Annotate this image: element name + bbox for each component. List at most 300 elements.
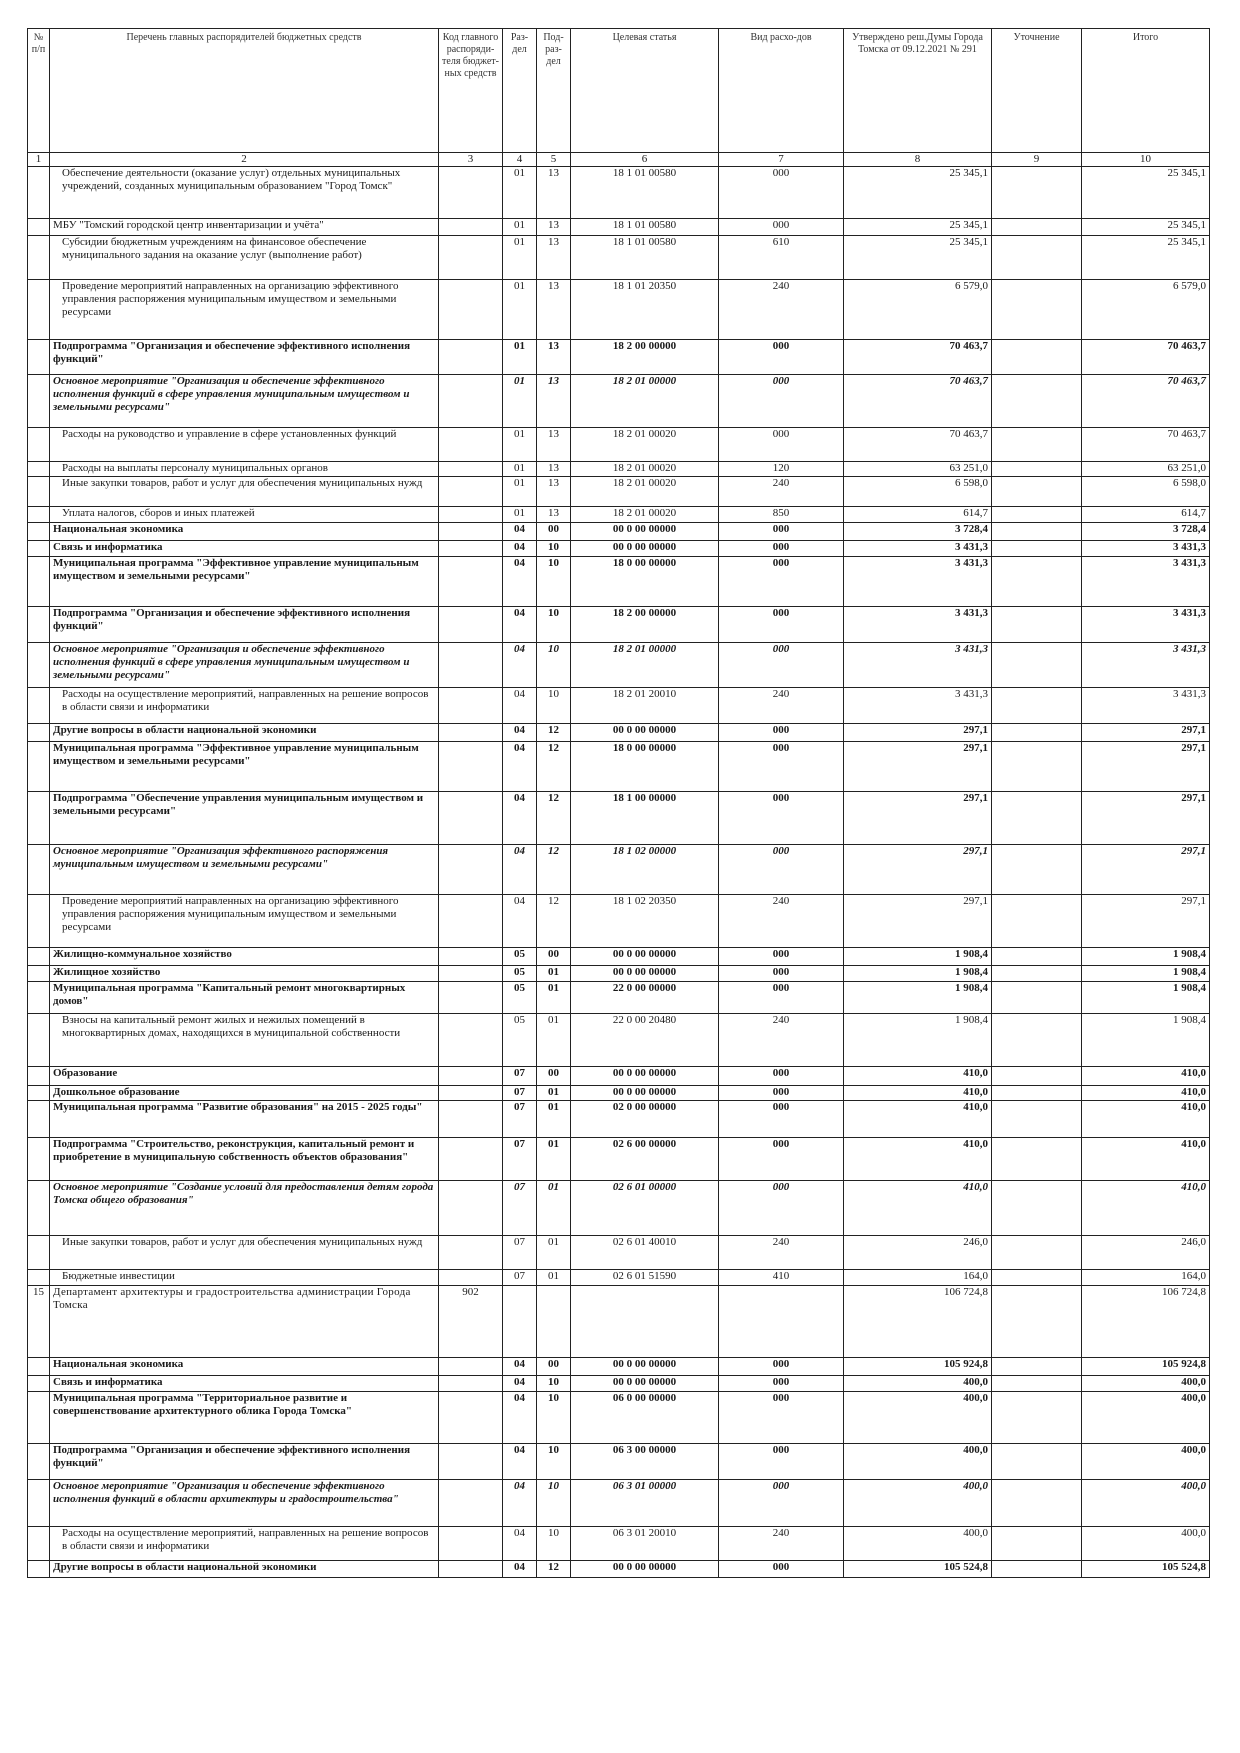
row-subsection: 01 xyxy=(537,1181,571,1236)
row-change xyxy=(992,895,1082,948)
row-total: 400,0 xyxy=(1082,1444,1210,1480)
row-change xyxy=(992,982,1082,1014)
row-number xyxy=(28,1236,50,1270)
row-expense-type: 000 xyxy=(719,1138,844,1181)
row-approved: 400,0 xyxy=(844,1480,992,1527)
row-expense-type: 000 xyxy=(719,643,844,688)
table-row xyxy=(28,1067,1210,1086)
row-approved: 410,0 xyxy=(844,1067,992,1086)
row-gr-code xyxy=(439,219,503,236)
row-section: 04 xyxy=(503,1392,537,1444)
row-expense-type: 610 xyxy=(719,236,844,280)
row-subsection: 12 xyxy=(537,1561,571,1578)
row-number xyxy=(28,1527,50,1561)
row-gr-code xyxy=(439,607,503,643)
row-gr-code xyxy=(439,895,503,948)
row-expense-type: 240 xyxy=(719,477,844,507)
row-gr-code xyxy=(439,1236,503,1270)
row-name: Иные закупки товаров, работ и услуг для обеспечения муниципальных нужд xyxy=(50,477,439,507)
row-gr-code xyxy=(439,1376,503,1392)
row-target-item: 02 6 01 51590 xyxy=(571,1270,719,1286)
row-gr-code xyxy=(439,1181,503,1236)
row-section: 04 xyxy=(503,1527,537,1561)
row-target-item: 02 6 01 00000 xyxy=(571,1181,719,1236)
row-number xyxy=(28,167,50,219)
row-total: 410,0 xyxy=(1082,1181,1210,1236)
row-number xyxy=(28,477,50,507)
column-numbers-row xyxy=(28,153,1210,167)
row-change xyxy=(992,428,1082,462)
row-change xyxy=(992,1236,1082,1270)
row-expense-type: 000 xyxy=(719,1480,844,1527)
row-subsection: 01 xyxy=(537,1101,571,1138)
row-number xyxy=(28,557,50,607)
row-number xyxy=(28,280,50,340)
row-target-item: 06 3 01 00000 xyxy=(571,1480,719,1527)
row-expense-type: 000 xyxy=(719,375,844,428)
col-header-vr: Вид расхо-дов xyxy=(719,29,844,153)
col-number: 5 xyxy=(537,153,571,167)
table-row xyxy=(28,280,1210,340)
row-number xyxy=(28,643,50,688)
row-gr-code xyxy=(439,541,503,557)
row-total: 297,1 xyxy=(1082,724,1210,742)
table-row xyxy=(28,557,1210,607)
row-gr-code xyxy=(439,688,503,724)
row-change xyxy=(992,1376,1082,1392)
row-total: 106 724,8 xyxy=(1082,1286,1210,1358)
row-total: 6 598,0 xyxy=(1082,477,1210,507)
row-gr-code xyxy=(439,1014,503,1067)
row-change xyxy=(992,280,1082,340)
row-subsection: 13 xyxy=(537,219,571,236)
row-section: 01 xyxy=(503,428,537,462)
row-gr-code xyxy=(439,167,503,219)
row-gr-code xyxy=(439,643,503,688)
row-expense-type: 000 xyxy=(719,607,844,643)
row-name: Проведение мероприятий направленных на организацию эффективного управления распоряжения муниципальным имуществом и земельными ресурсами xyxy=(50,280,439,340)
row-target-item: 00 0 00 00000 xyxy=(571,966,719,982)
row-target-item: 18 2 01 00020 xyxy=(571,507,719,523)
row-subsection: 13 xyxy=(537,375,571,428)
row-target-item: 06 3 00 00000 xyxy=(571,1444,719,1480)
row-section: 04 xyxy=(503,643,537,688)
row-approved: 106 724,8 xyxy=(844,1286,992,1358)
row-approved: 246,0 xyxy=(844,1236,992,1270)
row-subsection: 10 xyxy=(537,607,571,643)
row-number: 15 xyxy=(28,1286,50,1358)
row-change xyxy=(992,607,1082,643)
row-total: 297,1 xyxy=(1082,742,1210,792)
table-header-row xyxy=(28,29,1210,153)
row-expense-type: 240 xyxy=(719,1236,844,1270)
row-total: 105 924,8 xyxy=(1082,1358,1210,1376)
row-change xyxy=(992,845,1082,895)
row-expense-type: 120 xyxy=(719,462,844,477)
row-change xyxy=(992,557,1082,607)
col-header-total: Итого xyxy=(1082,29,1210,153)
row-expense-type: 000 xyxy=(719,167,844,219)
row-approved: 1 908,4 xyxy=(844,966,992,982)
row-total: 410,0 xyxy=(1082,1067,1210,1086)
row-approved: 3 431,3 xyxy=(844,643,992,688)
row-gr-code xyxy=(439,1138,503,1181)
row-number xyxy=(28,428,50,462)
table-row xyxy=(28,1444,1210,1480)
row-approved: 25 345,1 xyxy=(844,167,992,219)
row-change xyxy=(992,1392,1082,1444)
row-name: Подпрограмма "Строительство, реконструкция, капитальный ремонт и приобретение в муниципальную собственность объектов образования" xyxy=(50,1138,439,1181)
row-name: Образование xyxy=(50,1067,439,1086)
row-gr-code xyxy=(439,1086,503,1101)
table-row xyxy=(28,948,1210,966)
row-approved: 1 908,4 xyxy=(844,948,992,966)
row-section: 01 xyxy=(503,236,537,280)
row-expense-type: 000 xyxy=(719,966,844,982)
row-approved: 3 431,3 xyxy=(844,541,992,557)
row-subsection: 10 xyxy=(537,1480,571,1527)
row-approved: 297,1 xyxy=(844,845,992,895)
row-section: 01 xyxy=(503,219,537,236)
row-name: Основное мероприятие "Организация и обеспечение эффективного исполнения функций в сфере управления муниципальным имуществом и земельными ресурсами" xyxy=(50,643,439,688)
row-expense-type: 240 xyxy=(719,895,844,948)
row-target-item: 02 6 01 40010 xyxy=(571,1236,719,1270)
col-number: 4 xyxy=(503,153,537,167)
row-target-item: 18 2 01 00020 xyxy=(571,477,719,507)
row-target-item: 18 1 01 00580 xyxy=(571,167,719,219)
row-target-item: 18 2 01 00000 xyxy=(571,643,719,688)
table-row xyxy=(28,895,1210,948)
row-expense-type: 000 xyxy=(719,1392,844,1444)
row-change xyxy=(992,462,1082,477)
row-change xyxy=(992,1527,1082,1561)
row-gr-code xyxy=(439,1101,503,1138)
row-change xyxy=(992,792,1082,845)
row-expense-type: 000 xyxy=(719,1101,844,1138)
row-target-item: 00 0 00 00000 xyxy=(571,1067,719,1086)
row-section: 07 xyxy=(503,1138,537,1181)
row-change xyxy=(992,688,1082,724)
row-approved: 410,0 xyxy=(844,1101,992,1138)
col-number: 1 xyxy=(28,153,50,167)
row-name: Связь и информатика xyxy=(50,1376,439,1392)
row-approved: 63 251,0 xyxy=(844,462,992,477)
row-gr-code xyxy=(439,340,503,375)
row-number xyxy=(28,982,50,1014)
row-target-item: 18 2 01 20010 xyxy=(571,688,719,724)
row-total: 3 431,3 xyxy=(1082,688,1210,724)
row-total: 410,0 xyxy=(1082,1086,1210,1101)
row-name: Обеспечение деятельности (оказание услуг) отдельных муниципальных учреждений, созданных муниципальным образованием "Город Томск" xyxy=(50,167,439,219)
table-row xyxy=(28,982,1210,1014)
table-row xyxy=(28,1270,1210,1286)
row-number xyxy=(28,1067,50,1086)
row-approved: 70 463,7 xyxy=(844,428,992,462)
row-approved: 25 345,1 xyxy=(844,236,992,280)
row-name: Расходы на осуществление мероприятий, направленных на решение вопросов в области связи и информатики xyxy=(50,688,439,724)
row-section: 01 xyxy=(503,375,537,428)
row-section xyxy=(503,1286,537,1358)
row-name: Связь и информатика xyxy=(50,541,439,557)
row-section: 04 xyxy=(503,1444,537,1480)
row-total: 297,1 xyxy=(1082,792,1210,845)
row-name: Муниципальная программа "Эффективное управление муниципальным имуществом и земельными ресурсами" xyxy=(50,742,439,792)
row-change xyxy=(992,507,1082,523)
row-approved: 105 524,8 xyxy=(844,1561,992,1578)
row-number xyxy=(28,1138,50,1181)
row-expense-type: 000 xyxy=(719,1358,844,1376)
row-expense-type: 000 xyxy=(719,1376,844,1392)
row-approved: 25 345,1 xyxy=(844,219,992,236)
row-target-item: 00 0 00 00000 xyxy=(571,1561,719,1578)
table-row xyxy=(28,541,1210,557)
row-target-item: 18 2 00 00000 xyxy=(571,607,719,643)
row-change xyxy=(992,1286,1082,1358)
table-row xyxy=(28,1561,1210,1578)
row-number xyxy=(28,1270,50,1286)
row-total: 3 431,3 xyxy=(1082,643,1210,688)
row-target-item: 00 0 00 00000 xyxy=(571,948,719,966)
row-expense-type: 000 xyxy=(719,219,844,236)
row-expense-type: 850 xyxy=(719,507,844,523)
row-total: 297,1 xyxy=(1082,845,1210,895)
row-number xyxy=(28,845,50,895)
row-expense-type: 000 xyxy=(719,792,844,845)
row-target-item: 18 2 00 00000 xyxy=(571,340,719,375)
row-name: Жилищное хозяйство xyxy=(50,966,439,982)
row-number xyxy=(28,688,50,724)
row-subsection: 10 xyxy=(537,1392,571,1444)
row-approved: 410,0 xyxy=(844,1138,992,1181)
row-expense-type: 000 xyxy=(719,948,844,966)
row-total: 614,7 xyxy=(1082,507,1210,523)
row-name: Жилищно-коммунальное хозяйство xyxy=(50,948,439,966)
row-name: Подпрограмма "Обеспечение управления муниципальным имуществом и земельными ресурсами" xyxy=(50,792,439,845)
row-subsection: 00 xyxy=(537,948,571,966)
row-change xyxy=(992,1101,1082,1138)
row-number xyxy=(28,1376,50,1392)
row-total: 1 908,4 xyxy=(1082,966,1210,982)
col-number: 2 xyxy=(50,153,439,167)
table-row xyxy=(28,375,1210,428)
row-change xyxy=(992,742,1082,792)
row-total: 3 728,4 xyxy=(1082,523,1210,541)
row-change xyxy=(992,236,1082,280)
row-approved: 3 431,3 xyxy=(844,607,992,643)
row-target-item: 18 1 02 00000 xyxy=(571,845,719,895)
table-row xyxy=(28,428,1210,462)
row-number xyxy=(28,219,50,236)
table-row xyxy=(28,792,1210,845)
row-target-item: 18 0 00 00000 xyxy=(571,742,719,792)
row-total: 6 579,0 xyxy=(1082,280,1210,340)
row-name: Иные закупки товаров, работ и услуг для обеспечения муниципальных нужд xyxy=(50,1236,439,1270)
table-row xyxy=(28,477,1210,507)
row-section: 07 xyxy=(503,1086,537,1101)
row-target-item: 02 0 00 00000 xyxy=(571,1101,719,1138)
row-name: Национальная экономика xyxy=(50,1358,439,1376)
row-section: 04 xyxy=(503,1376,537,1392)
row-section: 01 xyxy=(503,280,537,340)
row-subsection: 12 xyxy=(537,895,571,948)
row-name: Муниципальная программа "Территориальное развитие и совершенствование архитектурного облика Города Томска" xyxy=(50,1392,439,1444)
row-name: Расходы на выплаты персоналу муниципальных органов xyxy=(50,462,439,477)
row-gr-code xyxy=(439,1358,503,1376)
table-row xyxy=(28,1236,1210,1270)
row-target-item xyxy=(571,1286,719,1358)
row-change xyxy=(992,340,1082,375)
row-gr-code xyxy=(439,724,503,742)
row-approved: 297,1 xyxy=(844,792,992,845)
row-gr-code xyxy=(439,948,503,966)
table-row xyxy=(28,1358,1210,1376)
row-target-item: 22 0 00 00000 xyxy=(571,982,719,1014)
row-name: Основное мероприятие "Организация и обеспечение эффективного исполнения функций в области архитектуры и градостроительства" xyxy=(50,1480,439,1527)
row-gr-code xyxy=(439,792,503,845)
row-approved: 410,0 xyxy=(844,1181,992,1236)
row-total: 410,0 xyxy=(1082,1138,1210,1181)
row-target-item: 18 2 01 00020 xyxy=(571,428,719,462)
row-gr-code xyxy=(439,477,503,507)
row-number xyxy=(28,340,50,375)
row-expense-type: 000 xyxy=(719,1181,844,1236)
table-body xyxy=(28,167,1210,1578)
row-subsection: 01 xyxy=(537,1270,571,1286)
row-name: Уплата налогов, сборов и иных платежей xyxy=(50,507,439,523)
col-header-change: Уточнение xyxy=(992,29,1082,153)
table-row xyxy=(28,1086,1210,1101)
table-row xyxy=(28,1181,1210,1236)
row-total: 400,0 xyxy=(1082,1480,1210,1527)
table-row xyxy=(28,688,1210,724)
row-name: Муниципальная программа "Капитальный ремонт многоквартирных домов" xyxy=(50,982,439,1014)
row-section: 01 xyxy=(503,507,537,523)
row-total: 63 251,0 xyxy=(1082,462,1210,477)
row-target-item: 02 6 00 00000 xyxy=(571,1138,719,1181)
row-change xyxy=(992,948,1082,966)
row-approved: 164,0 xyxy=(844,1270,992,1286)
row-change xyxy=(992,1358,1082,1376)
row-change xyxy=(992,1444,1082,1480)
table-row xyxy=(28,1138,1210,1181)
row-approved: 1 908,4 xyxy=(844,982,992,1014)
row-total: 3 431,3 xyxy=(1082,607,1210,643)
row-expense-type: 000 xyxy=(719,1561,844,1578)
row-change xyxy=(992,167,1082,219)
row-target-item: 00 0 00 00000 xyxy=(571,1086,719,1101)
row-name: Взносы на капитальный ремонт жилых и нежилых помещений в многоквартирных домах, находящихся в муниципальной собственности xyxy=(50,1014,439,1067)
row-expense-type: 000 xyxy=(719,428,844,462)
row-total: 410,0 xyxy=(1082,1101,1210,1138)
row-name: Подпрограмма "Организация и обеспечение эффективного исполнения функций" xyxy=(50,607,439,643)
col-number: 10 xyxy=(1082,153,1210,167)
row-total: 400,0 xyxy=(1082,1527,1210,1561)
row-subsection: 10 xyxy=(537,1527,571,1561)
row-change xyxy=(992,1067,1082,1086)
row-gr-code xyxy=(439,1392,503,1444)
row-gr-code xyxy=(439,1444,503,1480)
row-change xyxy=(992,523,1082,541)
row-section: 04 xyxy=(503,1561,537,1578)
budget-table xyxy=(27,28,1210,1578)
row-total: 70 463,7 xyxy=(1082,375,1210,428)
row-gr-code xyxy=(439,557,503,607)
table-row xyxy=(28,643,1210,688)
col-number: 7 xyxy=(719,153,844,167)
row-expense-type xyxy=(719,1286,844,1358)
row-name: Субсидии бюджетным учреждениям на финансовое обеспечение муниципального задания на оказание услуг (выполнение работ) xyxy=(50,236,439,280)
col-header-name: Перечень главных распорядителей бюджетных средств xyxy=(50,29,439,153)
table-row xyxy=(28,167,1210,219)
row-change xyxy=(992,1014,1082,1067)
row-section: 05 xyxy=(503,1014,537,1067)
row-name: Департамент архитектуры и градостроительства администрации Города Томска xyxy=(50,1286,439,1358)
col-header-gr: Код главного распоряди-теля бюджет-ных средств xyxy=(439,29,503,153)
row-number xyxy=(28,607,50,643)
row-change xyxy=(992,1561,1082,1578)
row-total: 25 345,1 xyxy=(1082,219,1210,236)
row-target-item: 00 0 00 00000 xyxy=(571,541,719,557)
row-approved: 297,1 xyxy=(844,742,992,792)
row-expense-type: 000 xyxy=(719,845,844,895)
row-expense-type: 000 xyxy=(719,541,844,557)
row-total: 25 345,1 xyxy=(1082,167,1210,219)
row-gr-code xyxy=(439,1561,503,1578)
row-name: Основное мероприятие "Создание условий для предоставления детям города Томска общего образования" xyxy=(50,1181,439,1236)
row-number xyxy=(28,966,50,982)
row-subsection: 10 xyxy=(537,688,571,724)
row-name: Муниципальная программа "Эффективное управление муниципальным имуществом и земельными ресурсами" xyxy=(50,557,439,607)
row-target-item: 06 3 01 20010 xyxy=(571,1527,719,1561)
row-section: 04 xyxy=(503,1358,537,1376)
row-name: Муниципальная программа "Развитие образования" на 2015 - 2025 годы" xyxy=(50,1101,439,1138)
row-number xyxy=(28,1392,50,1444)
col-header-rz: Раз-дел xyxy=(503,29,537,153)
row-subsection: 10 xyxy=(537,643,571,688)
row-approved: 297,1 xyxy=(844,724,992,742)
row-total: 1 908,4 xyxy=(1082,982,1210,1014)
row-subsection: 00 xyxy=(537,1358,571,1376)
table-row xyxy=(28,845,1210,895)
row-target-item: 18 1 00 00000 xyxy=(571,792,719,845)
row-subsection: 13 xyxy=(537,507,571,523)
row-expense-type: 240 xyxy=(719,1014,844,1067)
row-change xyxy=(992,477,1082,507)
row-approved: 400,0 xyxy=(844,1527,992,1561)
row-section: 01 xyxy=(503,462,537,477)
row-gr-code xyxy=(439,1480,503,1527)
table-row xyxy=(28,340,1210,375)
row-target-item: 18 1 01 20350 xyxy=(571,280,719,340)
row-target-item: 18 2 01 00020 xyxy=(571,462,719,477)
row-total: 297,1 xyxy=(1082,895,1210,948)
row-approved: 6 579,0 xyxy=(844,280,992,340)
row-target-item: 18 1 02 20350 xyxy=(571,895,719,948)
col-header-cs: Целевая статья xyxy=(571,29,719,153)
row-name: Подпрограмма "Организация и обеспечение эффективного исполнения функций" xyxy=(50,1444,439,1480)
row-number xyxy=(28,1181,50,1236)
row-number xyxy=(28,1014,50,1067)
row-subsection: 10 xyxy=(537,541,571,557)
row-total: 1 908,4 xyxy=(1082,948,1210,966)
row-approved: 400,0 xyxy=(844,1376,992,1392)
row-name: Другие вопросы в области национальной экономики xyxy=(50,724,439,742)
row-section: 05 xyxy=(503,966,537,982)
row-number xyxy=(28,1086,50,1101)
row-approved: 410,0 xyxy=(844,1086,992,1101)
row-section: 04 xyxy=(503,845,537,895)
row-number xyxy=(28,742,50,792)
